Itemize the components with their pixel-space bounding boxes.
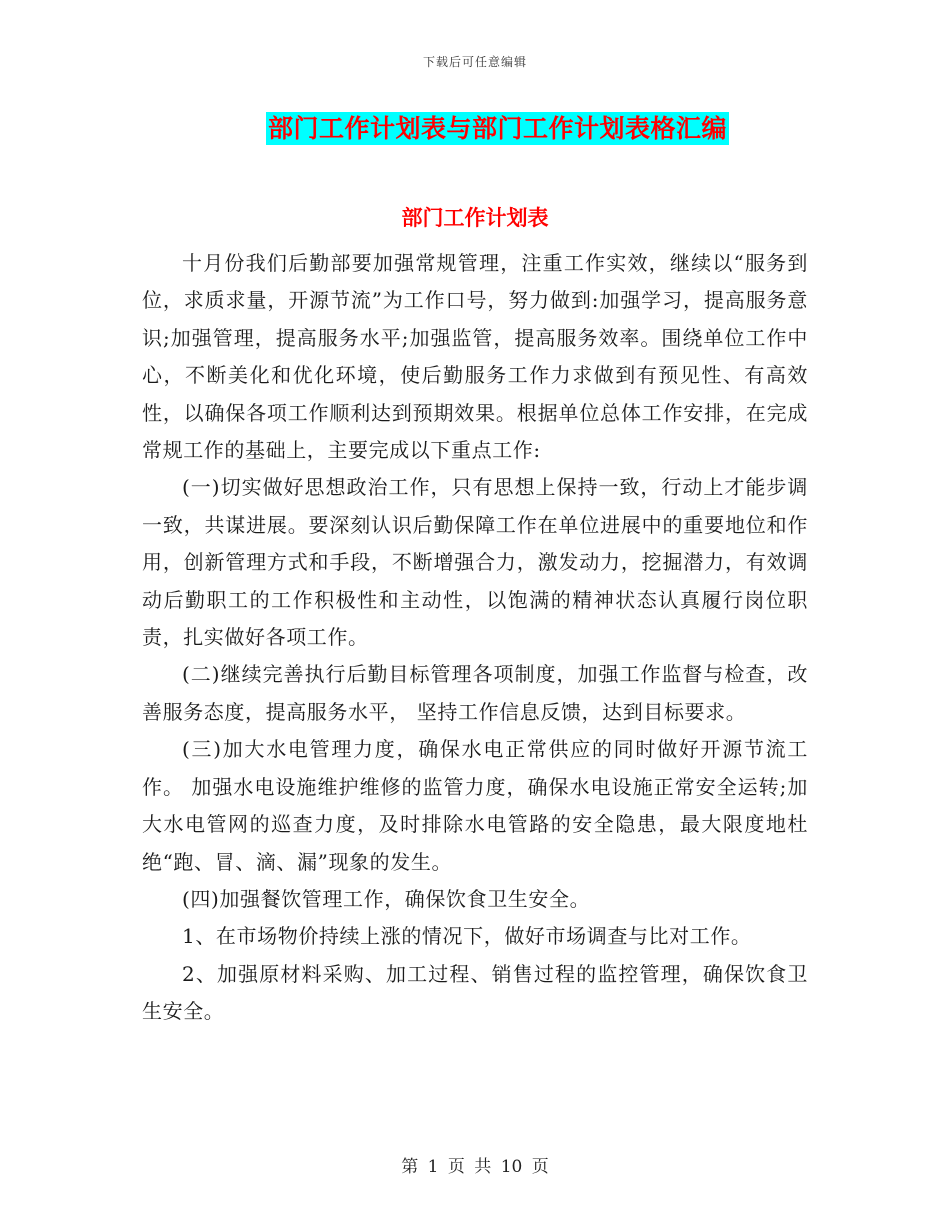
section-title: 部门工作计划表 <box>401 205 549 230</box>
body-paragraph-subitem-2: 2、加强原材料采购、加工过程、销售过程的监控管理，确保饮食卫生安全。 <box>142 961 808 1024</box>
page-header-note: 下载后可任意编辑 <box>422 55 527 69</box>
body-paragraph-item-1: (一)切实做好思想政治工作，只有思想上保持一致，行动上才能步调一致，共谋进展。要深刻认识后勤保障工作在单位进展中的重要地位和作用，创新管理方式和手段，不断增强合力，激发动力，挖掘潜力，有效调动后勤职工的工作积极性和主动性，以饱满的精神状态认真履行岗位职责，扎实做好各项工作。 <box>142 475 808 650</box>
document-title-container <box>0 112 950 145</box>
body-paragraph-intro: 十月份我们后勤部要加强常规管理，注重工作实效，继续以“服务到位，求质求量，开源节流”为工作口号，努力做到:加强学习，提高服务意识;加强管理，提高服务水平;加强监管，提高服务效率。围绕单位工作中心，不断美化和优化环境，使后勤服务工作力求做到有预见性、有高效性，以确保各项工作顺利达到预期效果。根据单位总体工作安排，在完成常规工作的基础上，主要完成以下重点工作: <box>142 251 808 463</box>
body-paragraph-item-4: (四)加强餐饮管理工作，确保饮食卫生安全。 <box>182 886 591 911</box>
body-paragraph-item-3: (三)加大水电管理力度，确保水电正常供应的同时做好开源节流工作。 加强水电设施维护维修的监管力度，确保水电设施正常安全运转;加大水电管网的巡查力度，及时排除水电管路的安全隐患，最大限度地杜绝“跑、冒、滴、漏”现象的发生。 <box>142 737 808 874</box>
page-footer-number: 第 1 页 共 10 页 <box>401 1157 549 1177</box>
body-paragraph-item-2: (二)继续完善执行后勤目标管理各项制度，加强工作监督与检查，改善服务态度，提高服务水平， 坚持工作信息反馈，达到目标要求。 <box>142 662 808 724</box>
body-paragraph-subitem-1: 1、在市场物价持续上涨的情况下，做好市场调查与比对工作。 <box>182 924 752 949</box>
document-title: 部门工作计划表与部门工作计划表格汇编 <box>267 114 727 143</box>
document-body <box>142 245 808 1031</box>
